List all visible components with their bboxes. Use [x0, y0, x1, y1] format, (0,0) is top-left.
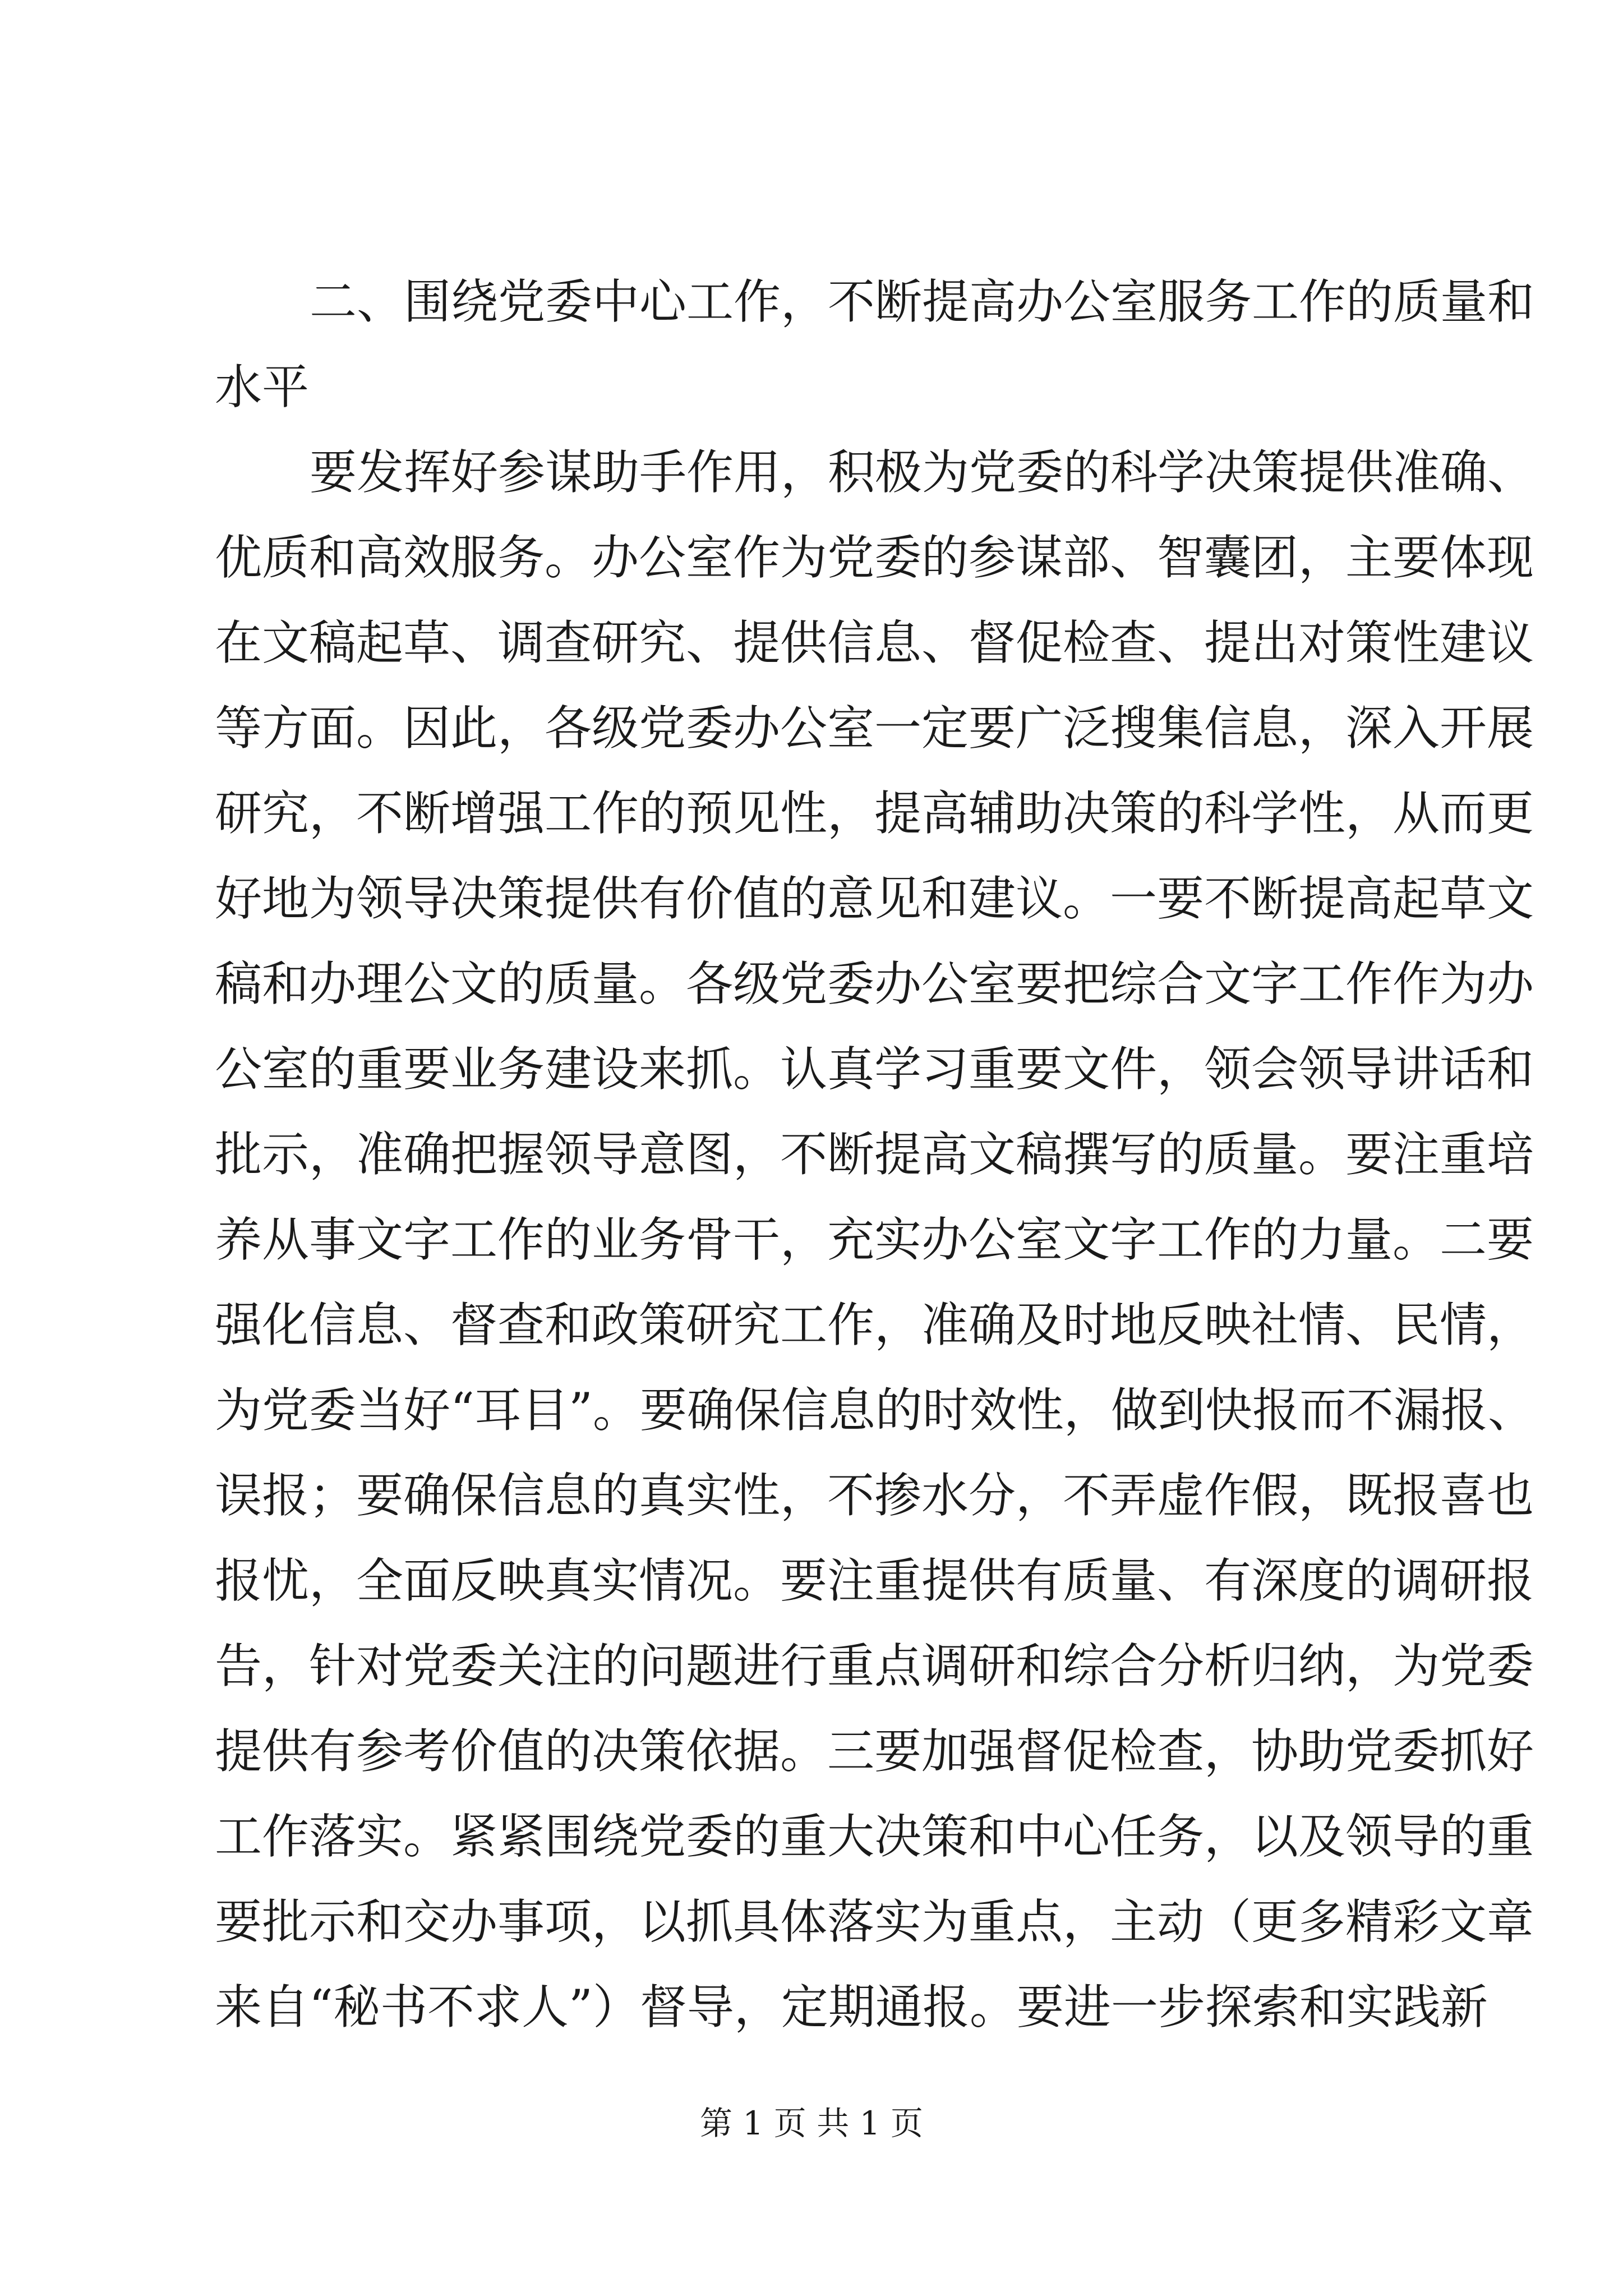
paragraph-line-14: 报忧，全面反映真实情况。要注重提供有质量、有深度的调研报 — [215, 1553, 1534, 1608]
paragraph-line-11: 强化信息、督查和政策研究工作，准确及时地反映社情、民情， — [215, 1297, 1534, 1352]
paragraph-line-9: 批示，准确把握领导意图，不断提高文稿撰写的质量。要注重培 — [215, 1127, 1534, 1182]
paragraph-line-6: 好地为领导决策提供有价值的意见和建议。一要不断提高起草文 — [215, 871, 1534, 926]
page-footer: 第 1 页 共 1 页 — [700, 2104, 923, 2142]
paragraph-line-12: 为党委当好“耳目”。要确保信息的时效性，做到快报而不漏报、 — [215, 1383, 1535, 1438]
paragraph-line-4: 等方面。因此，各级党委办公室一定要广泛搜集信息，深入开展 — [215, 701, 1534, 756]
paragraph-line-2: 优质和高效服务。办公室作为党委的参谋部、智囊团，主要体现 — [215, 530, 1534, 585]
paragraph-line-3: 在文稿起草、调查研究、提供信息、督促检查、提出对策性建议 — [215, 615, 1534, 670]
section-heading-line-2: 水平 — [215, 360, 310, 415]
paragraph-line-19: 来自“秘书不求人”）督导，定期通报。要进一步探索和实践新 — [215, 1980, 1488, 2035]
paragraph-line-18: 要批示和交办事项，以抓具体落实为重点，主动（更多精彩文章 — [215, 1894, 1534, 1949]
paragraph-line-1: 要发挥好参谋助手作用，积极为党委的科学决策提供准确、 — [310, 445, 1535, 500]
paragraph-line-8: 公室的重要业务建设来抓。认真学习重要文件，领会领导讲话和 — [215, 1042, 1534, 1097]
paragraph-line-16: 提供有参考价值的决策依据。三要加强督促检查，协助党委抓好 — [215, 1724, 1534, 1779]
document-body — [215, 259, 1535, 2050]
paragraph-line-10: 养从事文字工作的业务骨干，充实办公室文字工作的力量。二要 — [215, 1212, 1534, 1267]
paragraph-line-17: 工作落实。紧紧围绕党委的重大决策和中心任务，以及领导的重 — [215, 1809, 1534, 1864]
paragraph-line-15: 告，针对党委关注的问题进行重点调研和综合分析归纳，为党委 — [215, 1639, 1534, 1694]
section-heading-line-1: 二、围绕党委中心工作，不断提高办公室服务工作的质量和 — [310, 274, 1535, 329]
paragraph-line-5: 研究，不断增强工作的预见性，提高辅助决策的科学性，从而更 — [215, 786, 1534, 841]
paragraph-line-13: 误报；要确保信息的真实性，不掺水分，不弄虚作假，既报喜也 — [215, 1468, 1534, 1523]
paragraph-line-7: 稿和办理公文的质量。各级党委办公室要把综合文字工作作为办 — [215, 956, 1534, 1011]
